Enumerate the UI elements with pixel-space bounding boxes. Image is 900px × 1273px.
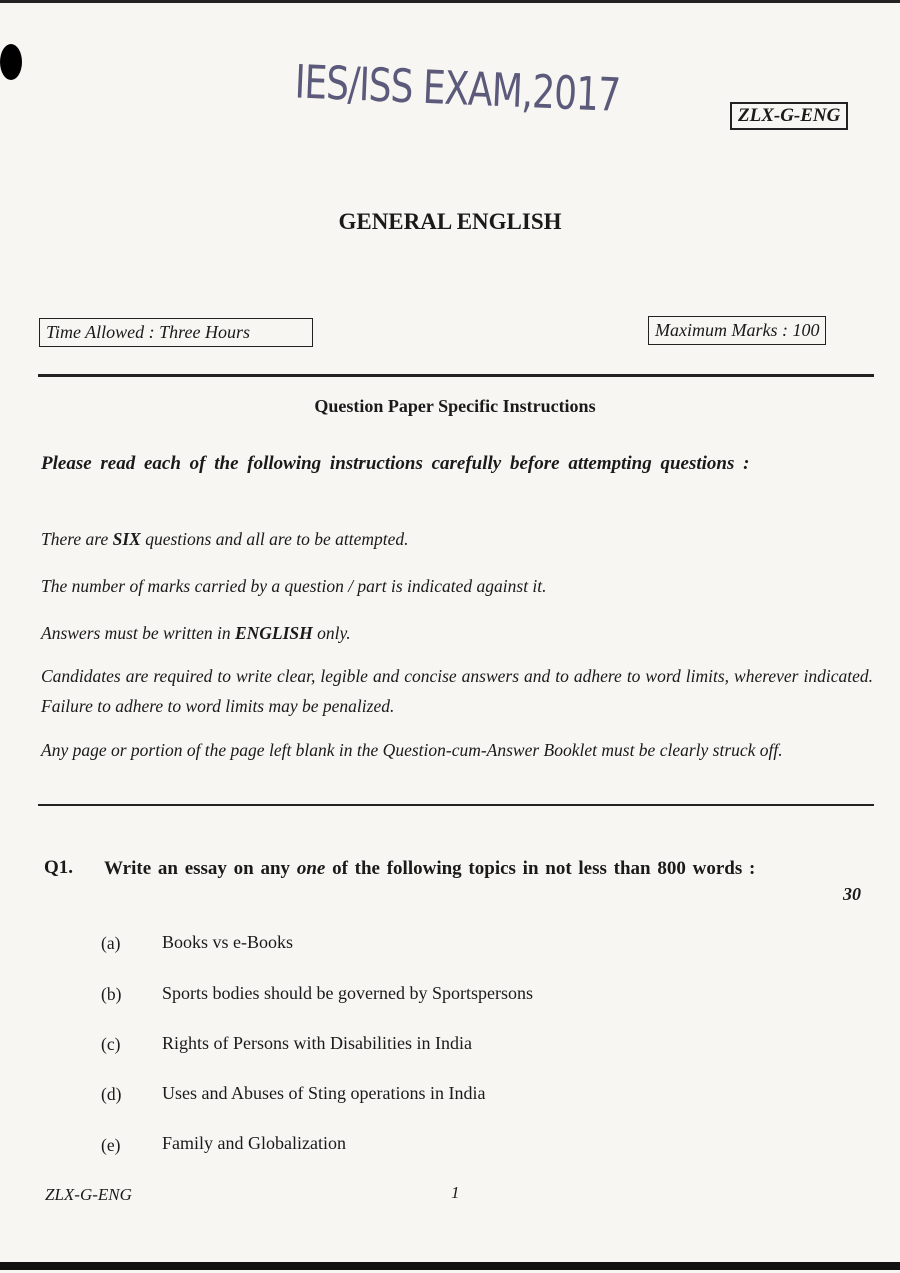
- page-number: 1: [451, 1183, 460, 1202]
- option-letter: (c): [101, 1034, 121, 1054]
- instruction-marks: The number of marks carried by a question / part is indicated against it.: [41, 576, 547, 596]
- divider-top: [38, 374, 874, 377]
- top-border: [0, 0, 900, 3]
- divider-bottom: [38, 804, 874, 806]
- maximum-marks-box: Maximum Marks : 100: [648, 316, 826, 345]
- punch-hole-mark: [0, 44, 22, 80]
- bottom-border: [0, 1262, 900, 1270]
- question-marks: 30: [843, 884, 861, 904]
- option-text: Sports bodies should be governed by Sportspersons: [162, 983, 533, 1003]
- instruction-word-limits: Candidates are required to write clear, legible and concise answers and to adhere to word limits, wherever indicated. Failure to adhere to word limits may be penalized.: [41, 666, 873, 716]
- option-letter: (d): [101, 1084, 122, 1104]
- time-allowed-box: Time Allowed : Three Hours: [39, 318, 313, 347]
- instruction-question-count: There are SIX questions and all are to be attempted.: [41, 529, 409, 549]
- question-text: Write an essay on any one of the following topics in not less than 800 words :: [104, 858, 756, 879]
- footer-paper-code: ZLX-G-ENG: [45, 1185, 132, 1204]
- option-letter: (b): [101, 984, 122, 1004]
- option-text: Rights of Persons with Disabilities in India: [162, 1033, 472, 1053]
- option-letter: (a): [101, 933, 121, 953]
- instructions-heading: Question Paper Specific Instructions: [314, 396, 596, 416]
- paper-code-box: ZLX-G-ENG: [730, 102, 848, 130]
- instruction-language: Answers must be written in ENGLISH only.: [41, 623, 351, 643]
- exam-stamp: IES/ISS EXAM,2017: [293, 56, 621, 123]
- question-number: Q1.: [44, 857, 74, 878]
- option-text: Family and Globalization: [162, 1133, 346, 1153]
- instructions-lead: Please read each of the following instructions carefully before attempting questions :: [41, 453, 750, 474]
- option-letter: (e): [101, 1135, 121, 1155]
- option-text: Books vs e-Books: [162, 932, 294, 952]
- paper-title: GENERAL ENGLISH: [338, 209, 562, 234]
- instruction-blank-pages: Any page or portion of the page left blank in the Question-cum-Answer Booklet must be clearly struck off.: [41, 740, 783, 760]
- option-text: Uses and Abuses of Sting operations in India: [162, 1083, 486, 1103]
